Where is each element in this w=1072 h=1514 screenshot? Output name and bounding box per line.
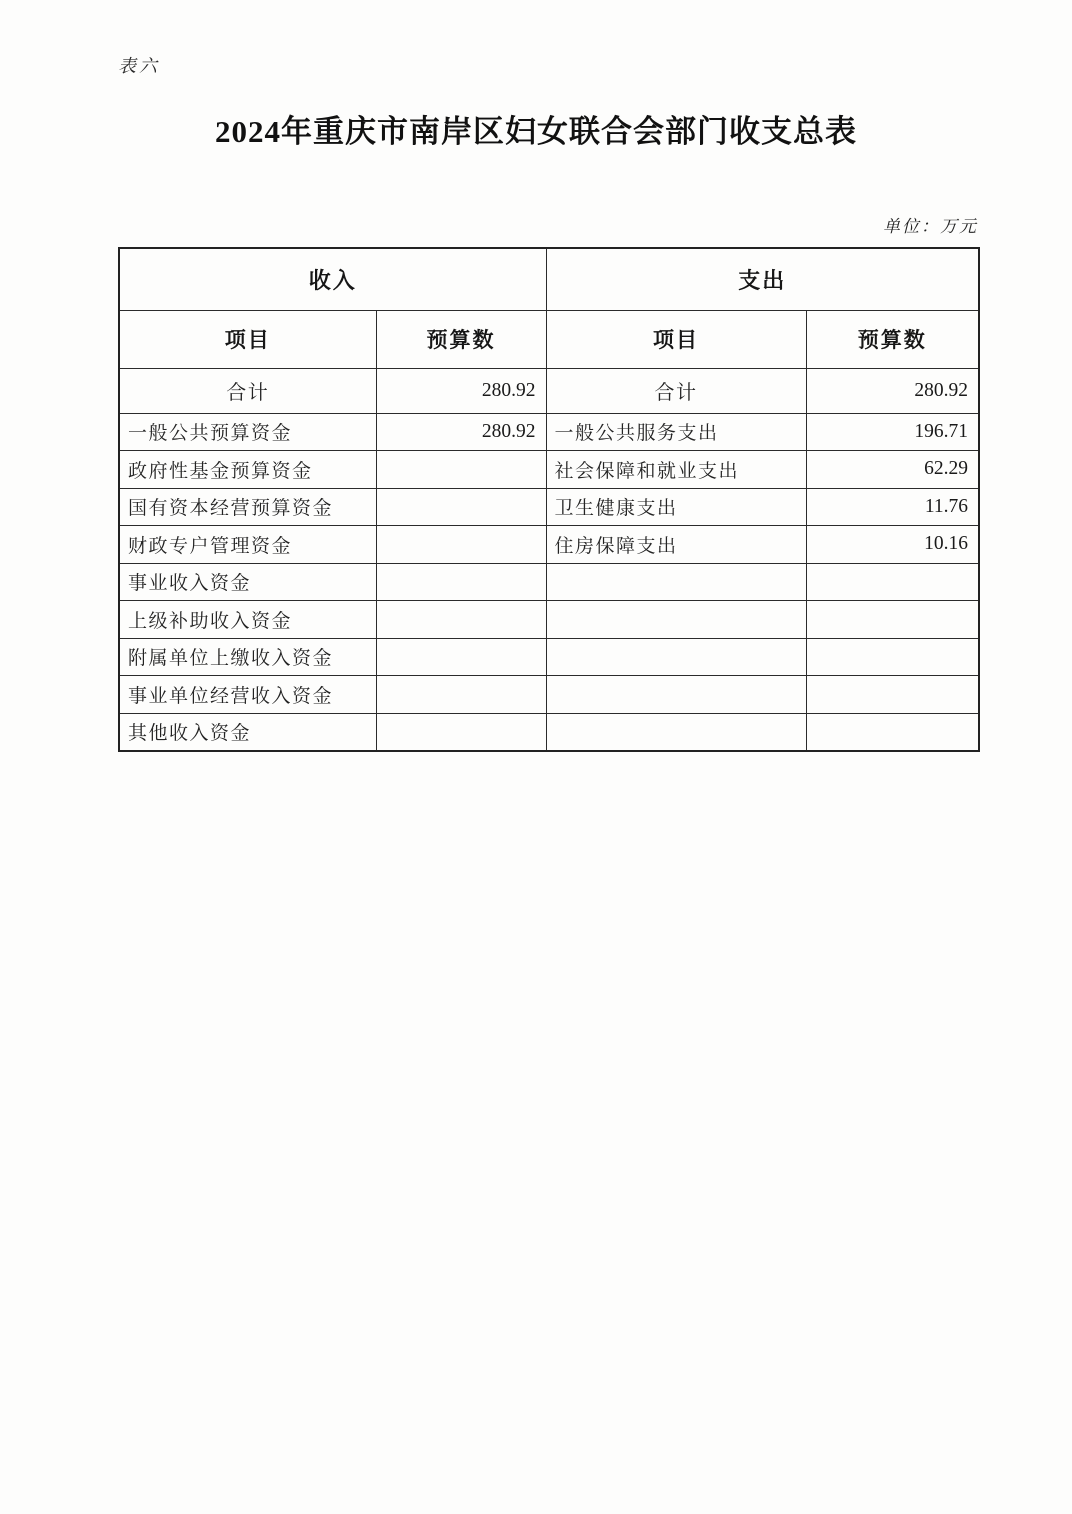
table-row	[119, 488, 979, 526]
income-budget-cell: 280.92	[376, 413, 546, 451]
table-row	[119, 713, 979, 751]
expenditure-section-header: 支出	[546, 248, 979, 310]
income-item-cell: 事业收入资金	[119, 563, 376, 601]
income-budget-cell	[376, 638, 546, 676]
income-item-cell: 国有资本经营预算资金	[119, 488, 376, 526]
income-section-header: 收入	[119, 248, 546, 310]
page-title: 2024年重庆市南岸区妇女联合会部门收支总表	[215, 114, 857, 149]
income-budget-cell	[376, 601, 546, 639]
expenditure-budget-column-header: 预算数	[806, 310, 979, 368]
income-item-cell: 上级补助收入资金	[119, 601, 376, 639]
income-item-cell: 财政专户管理资金	[119, 526, 376, 564]
expenditure-budget-cell	[806, 676, 979, 714]
table-row	[119, 413, 979, 451]
expenditure-budget-cell	[806, 563, 979, 601]
expenditure-budget-cell	[806, 601, 979, 639]
table-row	[119, 563, 979, 601]
expenditure-item-cell	[546, 638, 806, 676]
income-budget-column-header: 预算数	[376, 310, 546, 368]
income-item-cell: 政府性基金预算资金	[119, 451, 376, 489]
expenditure-item-cell: 一般公共服务支出	[546, 413, 806, 451]
income-budget-cell	[376, 451, 546, 489]
income-budget-cell	[376, 713, 546, 751]
expenditure-budget-cell: 196.71	[806, 413, 979, 451]
income-budget-cell	[376, 563, 546, 601]
table-row	[119, 526, 979, 564]
income-budget-cell	[376, 676, 546, 714]
section-header-row	[119, 248, 979, 310]
income-item-cell: 事业单位经营收入资金	[119, 676, 376, 714]
expenditure-budget-cell	[806, 638, 979, 676]
table-row	[119, 676, 979, 714]
expenditure-item-cell: 合计	[546, 368, 806, 413]
table-row	[119, 638, 979, 676]
table-row	[119, 601, 979, 639]
expenditure-budget-cell: 10.16	[806, 526, 979, 564]
expenditure-item-cell: 住房保障支出	[546, 526, 806, 564]
expenditure-item-column-header: 项目	[546, 310, 806, 368]
income-item-cell: 其他收入资金	[119, 713, 376, 751]
budget-summary-table	[118, 247, 980, 752]
table-row-total	[119, 368, 979, 413]
table-number-label: 表六	[118, 56, 160, 76]
table-row	[119, 451, 979, 489]
column-header-row	[119, 310, 979, 368]
expenditure-item-cell	[546, 676, 806, 714]
income-budget-cell	[376, 526, 546, 564]
expenditure-item-cell	[546, 713, 806, 751]
expenditure-item-cell	[546, 563, 806, 601]
income-item-cell: 附属单位上缴收入资金	[119, 638, 376, 676]
expenditure-item-cell: 卫生健康支出	[546, 488, 806, 526]
income-budget-cell: 280.92	[376, 368, 546, 413]
expenditure-budget-cell: 62.29	[806, 451, 979, 489]
expenditure-budget-cell: 11.76	[806, 488, 979, 526]
unit-label: 单位：万元	[883, 217, 978, 236]
income-item-cell: 合计	[119, 368, 376, 413]
expenditure-budget-cell: 280.92	[806, 368, 979, 413]
expenditure-item-cell: 社会保障和就业支出	[546, 451, 806, 489]
income-item-column-header: 项目	[119, 310, 376, 368]
expenditure-item-cell	[546, 601, 806, 639]
income-budget-cell	[376, 488, 546, 526]
income-item-cell: 一般公共预算资金	[119, 413, 376, 451]
expenditure-budget-cell	[806, 713, 979, 751]
